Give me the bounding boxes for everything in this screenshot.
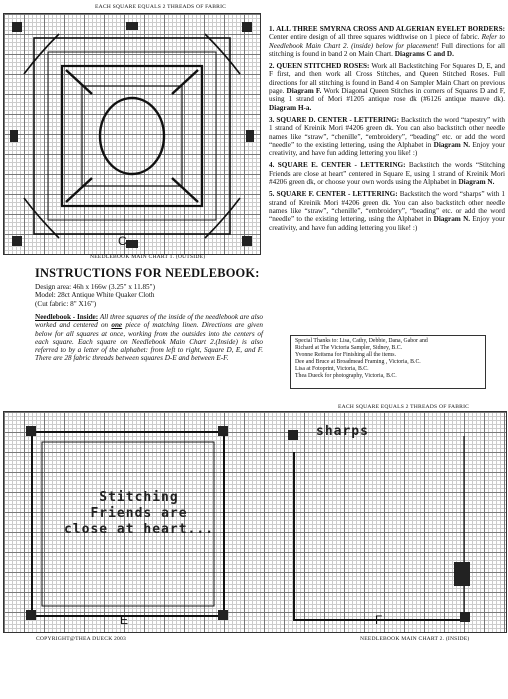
chart1-caption: NEEDLEBOOK MAIN CHART 1. (OUTSIDE) xyxy=(90,254,206,260)
spec-line-2: Model: 28ct Antique White Quaker Cloth xyxy=(35,291,155,300)
step-3-body: Backstitch the word “tapestry” with 1 strand of Kreinik Mori #4206 green dk. You can also backstitch other needle names like “straw”, “chenille”, “embroidery”, “beading” etc. or add the word “needle” to the existing lettering, using the Alphabet in xyxy=(269,115,505,149)
inside-text-2: piece of matching linen. Directions are given below for all squares at once, working from the outsides into the centers of each square. Each square on Needlebook Main Chart 2.(Inside) is also referred to by a letter of the alphabet: from left to right, Square D, E, and F. There are 28 fabric threads between squares D-E and between E-F. xyxy=(35,321,264,363)
step-1-bold-tail: Diagrams C and D. xyxy=(394,49,454,58)
steps-column xyxy=(269,25,505,232)
step-5-tail: Enjoy your creativity, and have fun adding lettering you like! :) xyxy=(269,215,506,232)
step-5-title: 5. SQUARE F. CENTER - LETTERING: xyxy=(269,190,398,199)
square-f-lettering: sharps xyxy=(316,424,369,439)
thanks-line-3: Yvonne Reitsma for Finishing all the items. xyxy=(295,352,397,359)
spec-line-1: Design area: 46h x 166w (3.25" x 11.85") xyxy=(35,283,155,291)
step-1-tail: Full directions for all stitching is found in band 2 on Main Chart. xyxy=(269,41,506,58)
instructions-heading: INSTRUCTIONS FOR NEEDLEBOOK: xyxy=(35,266,260,280)
step-4-bold-tail: Diagram N. xyxy=(458,178,495,187)
step-1-body: Center entire design of all three squares widthwise on 1 piece of fabric. xyxy=(269,33,480,42)
chart2-scale-caption: EACH SQUARE EQUALS 2 THREADS OF FABRIC xyxy=(338,404,470,410)
square-e-line-3: close at heart... xyxy=(63,522,215,537)
step-1 xyxy=(269,25,505,58)
special-thanks-box xyxy=(290,335,486,389)
step-2-tail: Work Diagonal Queen Stitches in corners of Squares D and F, using 1 strand of Mori #1205 antique rose dk (#6126 antique mauve dk). xyxy=(269,87,505,104)
step-4 xyxy=(269,161,505,186)
square-e-line-2: Friends are xyxy=(90,506,188,521)
inside-one: one xyxy=(111,321,123,330)
step-2-bold-mid: Diagram F. xyxy=(286,87,322,96)
spec-line-3: (Cut fabric: 8" X16") xyxy=(35,299,97,308)
chart1-grid xyxy=(3,13,261,255)
chart2-caption: NEEDLEBOOK MAIN CHART 2. (INSIDE) xyxy=(360,636,470,642)
thanks-line-5: Lisa at Fotoprint, Victoria, B.C. xyxy=(295,366,369,373)
step-1-italic: Refer to Needlebook Main Chart 2. (inside) below for placement! xyxy=(269,33,505,50)
step-3-title: 3. SQUARE D. CENTER - LETTERING: xyxy=(269,115,399,124)
instructions-specs xyxy=(35,283,235,308)
inside-text-1: All three squares of the inside of the needlebook are also worked and centered on xyxy=(35,313,263,330)
step-3-tail: Enjoy your creativity, and have fun adding lettering you like! :) xyxy=(269,140,506,158)
thanks-line-6: Thea Dueck for photography, Victoria, B.C. xyxy=(295,373,397,380)
step-5-bold-tail: Diagram N. xyxy=(433,215,471,224)
chart1-motif xyxy=(4,14,260,254)
step-4-title: 4. SQUARE E. CENTER - LETTERING: xyxy=(269,161,406,170)
step-2-title: 2. QUEEN STITCHED ROSES: xyxy=(269,62,370,71)
step-2-body: Work all Backstitching For Squares D, E, and F first, and then work all Cross Stitches, and Queen Stitched Roses. Full directions for all stitching is found in Band 4 on Sampler Main Chart on previous page. xyxy=(269,62,506,96)
needlebook-inside-paragraph xyxy=(35,313,263,363)
step-5 xyxy=(269,190,505,231)
step-1-title: 1. ALL THREE SMYRNA CROSS AND ALGERIAN EYELET BORDERS: xyxy=(269,25,505,33)
thanks-line-2: Richard at The Victoria Sampler, Sidney, B.C. xyxy=(295,345,403,352)
inside-label: Needlebook - Inside: xyxy=(35,313,99,321)
step-2-bold-tail: Diagram H-a. xyxy=(269,103,312,112)
step-2 xyxy=(269,62,505,112)
square-e-line-1: Stitching xyxy=(99,490,179,505)
step-4-body: Backstitch the words “Stitching Friends are close at heart” centered in Square E, using 1 strand of Kreinik Mori #4206 green dk, or choose your own words using the Alphabet in xyxy=(269,161,506,187)
chart2-letter-f: F xyxy=(375,613,383,627)
chart2-grid xyxy=(3,411,507,633)
chart1-letter: C xyxy=(118,234,127,248)
chart2-letter-e: E xyxy=(120,613,129,627)
step-3 xyxy=(269,116,505,157)
chart1-scale-caption: EACH SQUARE EQUALS 2 THREADS OF FABRIC xyxy=(95,4,227,10)
thanks-line-4: Dee and Bruce at Broadmead Framing , Victoria, B.C. xyxy=(295,359,421,366)
copyright: COPYRIGHT@THEA DUECK 2003 xyxy=(36,636,127,642)
square-e-lettering xyxy=(54,490,224,538)
step-5-body: Backstitch the word “sharps” with 1 strand of Kreinik Mori #4206 green dk. You can also backstitch other needle names like “straw”, “chenille”, “embroidery”, “beading” etc. or add the word “needle” to the existing lettering, using the Alphabet in xyxy=(269,190,505,224)
step-3-bold-tail: Diagram N. xyxy=(433,140,471,149)
thanks-line-1: Special Thanks to: Lisa, Cathy, Debbie, Dana, Gabor and xyxy=(295,338,428,344)
